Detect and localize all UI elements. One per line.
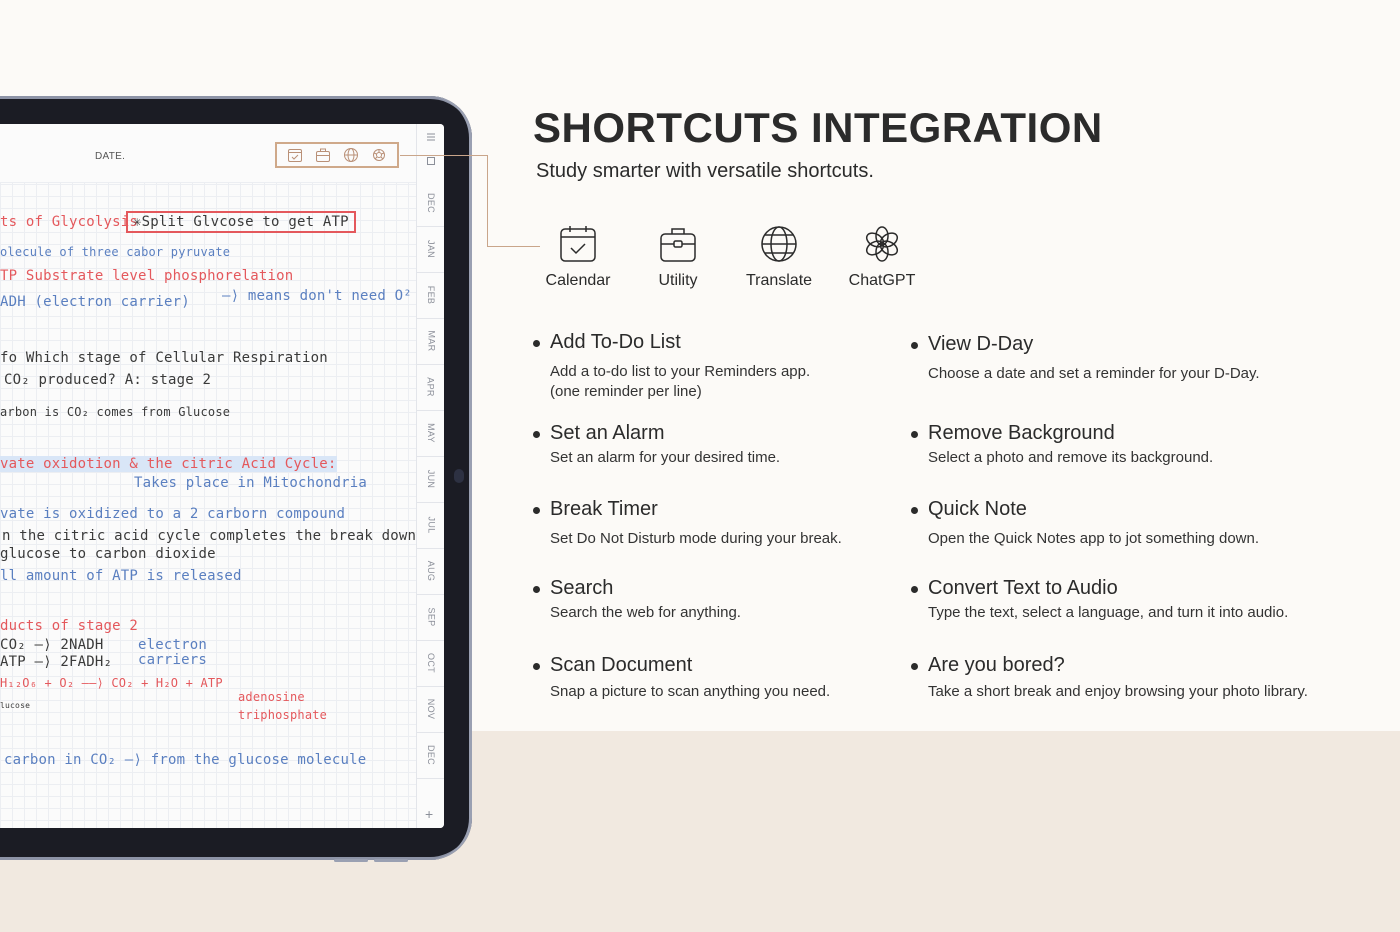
bullet: [533, 663, 540, 670]
feature-item: [911, 654, 1308, 702]
feature-title: Set an Alarm: [550, 422, 665, 444]
note-line: arbon is CO₂ comes from Glucose: [0, 405, 231, 419]
note-line: ll amount of ATP is released: [0, 568, 242, 584]
feature-desc: Set an alarm for your desired time.: [550, 449, 781, 466]
note-line: CO₂ —⟩ 2NADH: [0, 637, 104, 653]
add-tab-button[interactable]: +: [425, 806, 434, 822]
note-line: vate is oxidized to a 2 carborn compound: [0, 506, 346, 522]
feature-title: Convert Text to Audio: [928, 577, 1118, 599]
feature-item: [533, 654, 830, 702]
feature-desc: (one reminder per line): [550, 383, 702, 400]
note-line: adenosine: [238, 690, 305, 704]
note-line: electron: [138, 637, 208, 653]
side-button: [374, 859, 408, 862]
planner-screen: [0, 124, 444, 828]
shortcut-calendar[interactable]: [528, 224, 628, 290]
feature-desc: Choose a date and set a reminder for your D-Day.: [928, 365, 1260, 382]
month-tab[interactable]: OCT: [417, 640, 444, 687]
note-line: ADH (electron carrier): [0, 294, 190, 310]
feature-desc: Open the Quick Notes app to jot something down.: [928, 530, 1260, 547]
briefcase-icon: [658, 224, 698, 264]
shortcut-label: Calendar: [545, 272, 611, 289]
feature-title: Are you bored?: [928, 654, 1065, 676]
feature-title: Break Timer: [550, 498, 658, 520]
feature-desc: Type the text, select a language, and turn it into audio.: [928, 604, 1289, 621]
feature-desc: Search the web for anything.: [550, 604, 741, 621]
month-tab[interactable]: MAY: [417, 410, 444, 457]
shortcut-toolbar: [275, 142, 399, 168]
month-tab[interactable]: AUG: [417, 548, 444, 595]
note-line: vate oxidotion & the citric Acid Cycle:: [0, 456, 337, 472]
note-line: olecule of three cabor pyruvate: [0, 245, 231, 259]
feature-item: [533, 498, 842, 549]
shortcut-chatgpt[interactable]: [832, 224, 932, 290]
feature-item: [533, 422, 780, 468]
briefcase-icon[interactable]: [315, 147, 331, 163]
month-tabs: [416, 124, 444, 828]
note-boxed: ✳Split Glvcose to get ATP: [126, 211, 356, 233]
feature-item: [533, 577, 741, 623]
month-tab[interactable]: FEB: [417, 272, 444, 319]
camera-dot: [454, 469, 464, 483]
note-line: carriers: [138, 652, 208, 668]
month-tab[interactable]: MAR: [417, 318, 444, 365]
note-line: Takes place in Mitochondria: [134, 475, 367, 491]
calendar-icon[interactable]: [287, 147, 303, 163]
note-line: —⟩ means don't need O²: [222, 288, 412, 304]
bullet: [533, 507, 540, 514]
calendar-icon: [558, 224, 598, 264]
connector-line: [400, 155, 488, 156]
note-line: triphosphate: [238, 708, 328, 722]
note-line: ts of Glycolysis: [0, 214, 139, 230]
shortcut-label: ChatGPT: [848, 272, 916, 289]
feature-item: [911, 333, 1260, 384]
note-line: ATP —⟩ 2FADH₂: [0, 654, 113, 670]
month-tab[interactable]: NOV: [417, 686, 444, 733]
shortcut-translate[interactable]: [729, 224, 829, 290]
feature-desc: Add a to-do list to your Reminders app.: [550, 363, 811, 380]
page-subtitle: Study smarter with versatile shortcuts.: [536, 160, 874, 182]
note-line: CO₂ produced? A: stage 2: [4, 372, 212, 388]
tablet-frame: [0, 96, 472, 860]
shortcut-label: Translate: [745, 272, 813, 289]
note-line: H₁₂O₆ + O₂ ——⟩ CO₂ + H₂O + ATP: [0, 676, 223, 690]
planner-header: [0, 124, 416, 183]
feature-desc: Snap a picture to scan anything you need.: [550, 683, 831, 700]
feature-desc: Take a short break and enjoy browsing your photo library.: [928, 683, 1308, 700]
feature-item: [911, 498, 1259, 549]
bookmark-icon[interactable]: [426, 156, 436, 166]
page-title: SHORTCUTS INTEGRATION: [533, 104, 1103, 151]
bullet: [911, 342, 918, 349]
month-tab[interactable]: DEC: [417, 732, 444, 779]
menu-icon[interactable]: [426, 132, 436, 142]
feature-item: [533, 331, 810, 402]
bullet: [533, 586, 540, 593]
note-line: glucose to carbon dioxide: [0, 546, 216, 562]
feature-title: Scan Document: [550, 654, 693, 676]
bullet: [911, 507, 918, 514]
bullet: [911, 663, 918, 670]
month-tab[interactable]: JAN: [417, 226, 444, 273]
chatgpt-icon: [862, 224, 902, 264]
feature-title: Search: [550, 577, 614, 599]
bullet: [533, 431, 540, 438]
bullet: [533, 340, 540, 347]
side-button: [334, 859, 368, 862]
month-tab[interactable]: SEP: [417, 594, 444, 641]
feature-title: View D-Day: [928, 333, 1034, 355]
bullet: [911, 431, 918, 438]
feature-desc: Select a photo and remove its background.: [928, 449, 1214, 466]
feature-title: Add To-Do List: [550, 331, 681, 353]
feature-item: [911, 422, 1213, 468]
date-label: DATE.: [95, 151, 126, 162]
chatgpt-icon[interactable]: [371, 147, 387, 163]
shortcut-label: Utility: [658, 272, 698, 289]
connector-line: [487, 155, 488, 247]
month-tab[interactable]: DEC: [417, 180, 444, 227]
globe-icon: [759, 224, 799, 264]
feature-desc: Set Do Not Disturb mode during your break.: [550, 530, 842, 547]
note-line: carbon in CO₂ —⟩ from the glucose molecule: [4, 752, 367, 768]
bullet: [911, 586, 918, 593]
month-tab[interactable]: APR: [417, 364, 444, 411]
feature-item: [911, 577, 1288, 623]
feature-title: Quick Note: [928, 498, 1027, 520]
globe-icon[interactable]: [343, 147, 359, 163]
note-line: fo Which stage of Cellular Respiration: [0, 350, 328, 366]
month-tab[interactable]: JUL: [417, 502, 444, 549]
note-line: lucose: [0, 701, 31, 710]
note-line: n the citric acid cycle completes the break down: [2, 528, 417, 544]
note-line: TP Substrate level phosphorelation: [0, 268, 294, 284]
note-line: ducts of stage 2: [0, 618, 139, 634]
shortcut-utility[interactable]: [628, 224, 728, 290]
feature-title: Remove Background: [928, 422, 1115, 444]
month-tab[interactable]: JUN: [417, 456, 444, 503]
